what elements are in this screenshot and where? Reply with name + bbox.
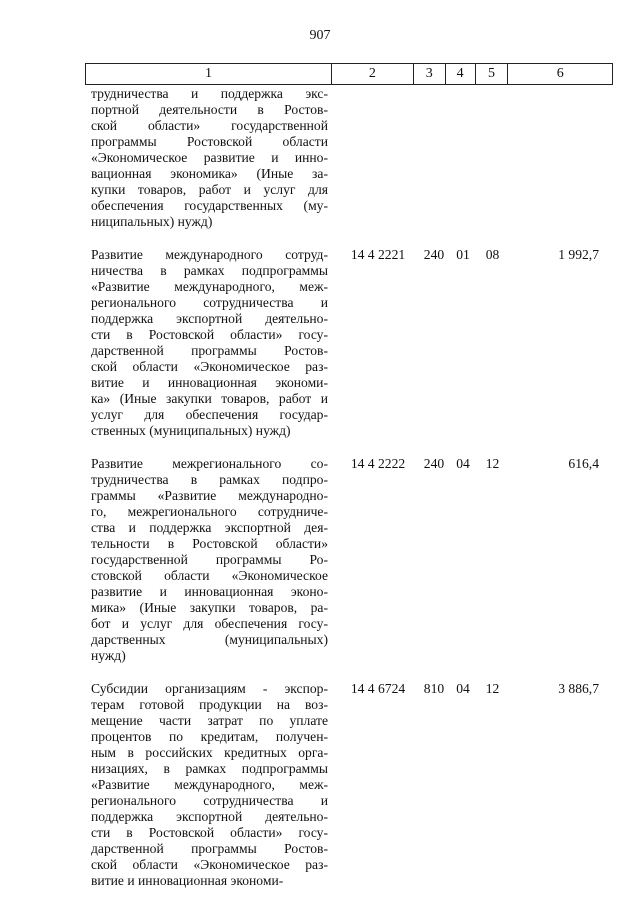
row-name-line: развитие и инновационная эконо- [91,584,328,599]
sum-cell: 3 886,7 [558,681,599,696]
row-name-line: услуг для обеспечения государ- [91,407,328,422]
vr-cell [414,86,446,230]
row-name-line: дарственных (муниципальных) [91,632,328,647]
pr-cell: 12 [485,681,500,696]
row-name-line: тельности в Ростовской области» [91,536,328,551]
rz-cell [446,86,476,230]
row-name-line: ской области» государственной [91,118,328,133]
csr-cell: 14 4 6724 [350,681,406,696]
row-name-line: витие и инновационная экономи- [91,873,284,888]
row-name-line: государственной программы Ро- [91,552,328,567]
row-name-line: ской области «Экономическое раз- [91,857,328,872]
vr-cell: 810 [423,681,445,696]
row-name-line: «Экономическое развитие и инно- [91,150,328,165]
header-col-5: 5 [476,64,509,84]
pr-cell [476,86,509,230]
row-name-line: трудничества и поддержка экс- [91,86,328,101]
row-name-line: сти в Ростовской области» госу- [91,825,328,840]
row-name-cell [85,456,332,664]
csr-cell: 14 4 2221 [350,247,406,262]
row-name-line: обеспечения государственных (му- [91,198,328,213]
table-row [85,456,613,664]
rz-cell: 04 [456,456,470,471]
row-name-line: Развитие межрегионального со- [91,456,328,471]
row-name-line: вационная экономика» (Иные за- [91,166,328,181]
row-name-cell [85,681,332,889]
sum-cell: 616,4 [568,456,599,471]
rz-cell: 01 [456,247,470,262]
row-name-line: портной деятельности в Ростов- [91,102,328,117]
header-col-1: 1 [86,64,332,84]
row-name-line: терам готовой продукции на воз- [91,697,328,712]
header-col-6: 6 [556,66,564,81]
row-name-line: регионального сотрудничества и [91,295,328,310]
header-col-2: 2 [332,64,414,84]
row-name-line: «Развитие международного, меж- [91,777,328,792]
row-name-line: Субсидии организациям - экспор- [91,681,328,696]
pr-cell: 08 [485,247,500,262]
vr-cell: 240 [423,456,445,471]
row-name-line: процентов по кредитам, получен- [91,729,328,744]
sum-cell: 1 992,7 [558,247,599,262]
row-name-line: поддержка экспортной деятельно- [91,311,328,326]
row-name-line: дарственной программы Ростов- [91,343,328,358]
row-name-cell [85,247,332,439]
row-name-line: ка» (Иные закупки товаров, работ и [91,391,328,406]
row-name-line: ным в российских кредитных орга- [91,745,328,760]
csr-cell [332,86,414,230]
table-body [85,86,613,889]
table-header-row [85,63,613,85]
row-name-line: Развитие международного сотруд- [91,247,328,262]
row-name-line: стовской области «Экономическое [91,568,328,583]
row-name-line: низациях, в рамках подпрограммы [91,761,328,776]
row-name-line: программы Ростовской области [91,134,328,149]
row-name-line: нужд) [91,648,126,663]
table-row [85,86,613,230]
sum-cell [509,86,613,230]
row-name-line: «Развитие международного, меж- [91,279,328,294]
row-name-cell [85,86,332,230]
row-name-line: бот и услуг для обеспечения госу- [91,616,328,631]
row-name-line: граммы «Развитие международно- [91,488,328,503]
row-name-line: купки товаров, работ и услуг для [91,182,328,197]
vr-cell: 240 [423,247,445,262]
row-name-line: ской области «Экономическое раз- [91,359,328,374]
csr-cell: 14 4 2222 [350,456,406,471]
row-name-line: го, межрегионального сотрудниче- [91,504,328,519]
row-name-line: поддержка экспортной деятельно- [91,809,328,824]
row-name-line: трудничества в рамках подпро- [91,472,328,487]
pr-cell: 12 [485,456,500,471]
row-name-line: сти в Ростовской области» госу- [91,327,328,342]
row-name-line: мещение части затрат по уплате [91,713,328,728]
row-name-line: ства и поддержка экспортной дея- [91,520,328,535]
row-name-line: регионального сотрудничества и [91,793,328,808]
table-row [85,681,613,889]
rz-cell: 04 [456,681,470,696]
header-col-3: 3 [414,64,446,84]
table-row [85,247,613,439]
row-name-line: ничества в рамках подпрограммы [91,263,328,278]
row-name-line: витие и инновационная экономи- [91,375,328,390]
page-number: 907 [309,28,331,43]
row-name-line: ниципальных) нужд) [91,214,213,229]
header-col-4: 4 [446,64,476,84]
row-name-line: ственных (муниципальных) нужд) [91,423,291,438]
row-name-line: дарственной программы Ростов- [91,841,328,856]
row-name-line: мика» (Иные закупки товаров, ра- [91,600,328,615]
